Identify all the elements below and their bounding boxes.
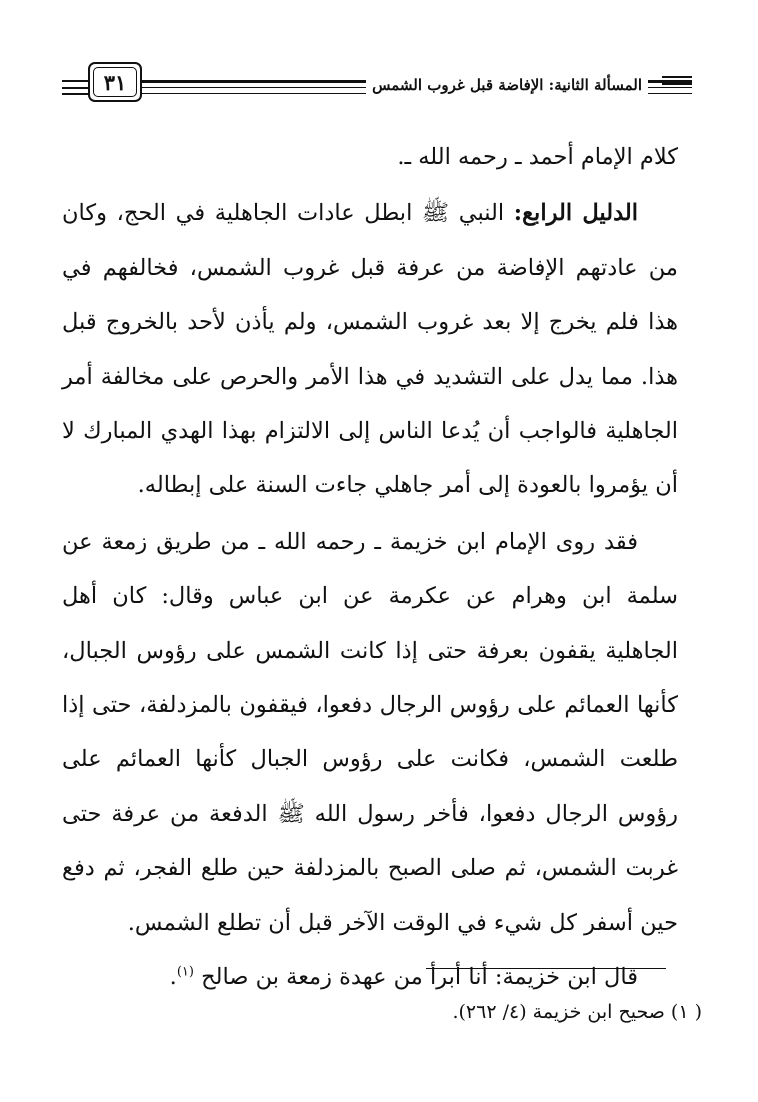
paragraph-text: قال ابن خزيمة: أنا أبرأ من عهدة زمعة بن صالح xyxy=(193,964,638,991)
header-rule xyxy=(62,87,88,89)
paragraph-end: . xyxy=(169,964,177,991)
evidence-heading: الدليل الرابع: xyxy=(513,200,638,227)
header-rule xyxy=(62,80,88,82)
page-number-box xyxy=(88,62,142,102)
footnote-reference[interactable]: (١) xyxy=(176,964,194,980)
paragraph-text: النبي ﷺ ابطل عادات الجاهلية في الحج، وكان من عادتهم الإفاضة من عرفة قبل غروب الشمس، فخالفهم في هذا فلم يخرج إلا بعد غروب الشمس، ولم يأذن لأحد بالخروج قبل هذا. مما يدل على التشديد في هذا الأمر والحرص على مخالفة أمر الجاهلية فالواجب أن يُدعا الناس إلى الالتزام بهذا الهدي المبارك لا أن يؤمروا بالعودة إلى أمر جاهلي جاءت السنة على إبطاله. xyxy=(62,200,678,499)
paragraph xyxy=(62,515,678,950)
paragraph xyxy=(62,130,678,184)
paragraph-text: كلام الإمام أحمد ـ رحمه الله ـ. xyxy=(397,144,678,170)
header-rule xyxy=(62,93,88,95)
main-text xyxy=(62,130,678,1005)
paragraph-text: فقد روى الإمام ابن خزيمة ـ رحمه الله ـ من طريق زمعة عن سلمة ابن وهرام عن عكرمة عن ابن عباس وقال: كان أهل الجاهلية يقفون بعرفة حتى إذا كانت الشمس على رؤوس الجبال، كأنها العمائم على رؤوس الرجال دفعوا، فيقفون بالمزدلفة، حتى إذا طلعت الشمس، فكانت على رؤوس الجبال كأنها العمائم على رؤوس الرجال دفعوا، فأخر رسول الله ﷺ الدفعة من عرفة حتى غربت الشمس، ثم صلى الصبح بالمزدلفة حين طلع الفجر، ثم دفع حين أسفر كل شيء في الوقت الآخر قبل أن تطلع الشمس. xyxy=(62,528,678,936)
footnote-separator xyxy=(426,968,666,969)
footnote: ( ١) صحيح ابن خزيمة (٤/ ٢٦٢). xyxy=(452,1001,702,1023)
running-header xyxy=(62,62,692,108)
page-number: ٣١ xyxy=(103,69,127,95)
chapter-title: المسألة الثانية: الإفاضة قبل غروب الشمس xyxy=(366,74,648,96)
paragraph xyxy=(62,186,678,512)
header-ornament xyxy=(662,76,692,96)
